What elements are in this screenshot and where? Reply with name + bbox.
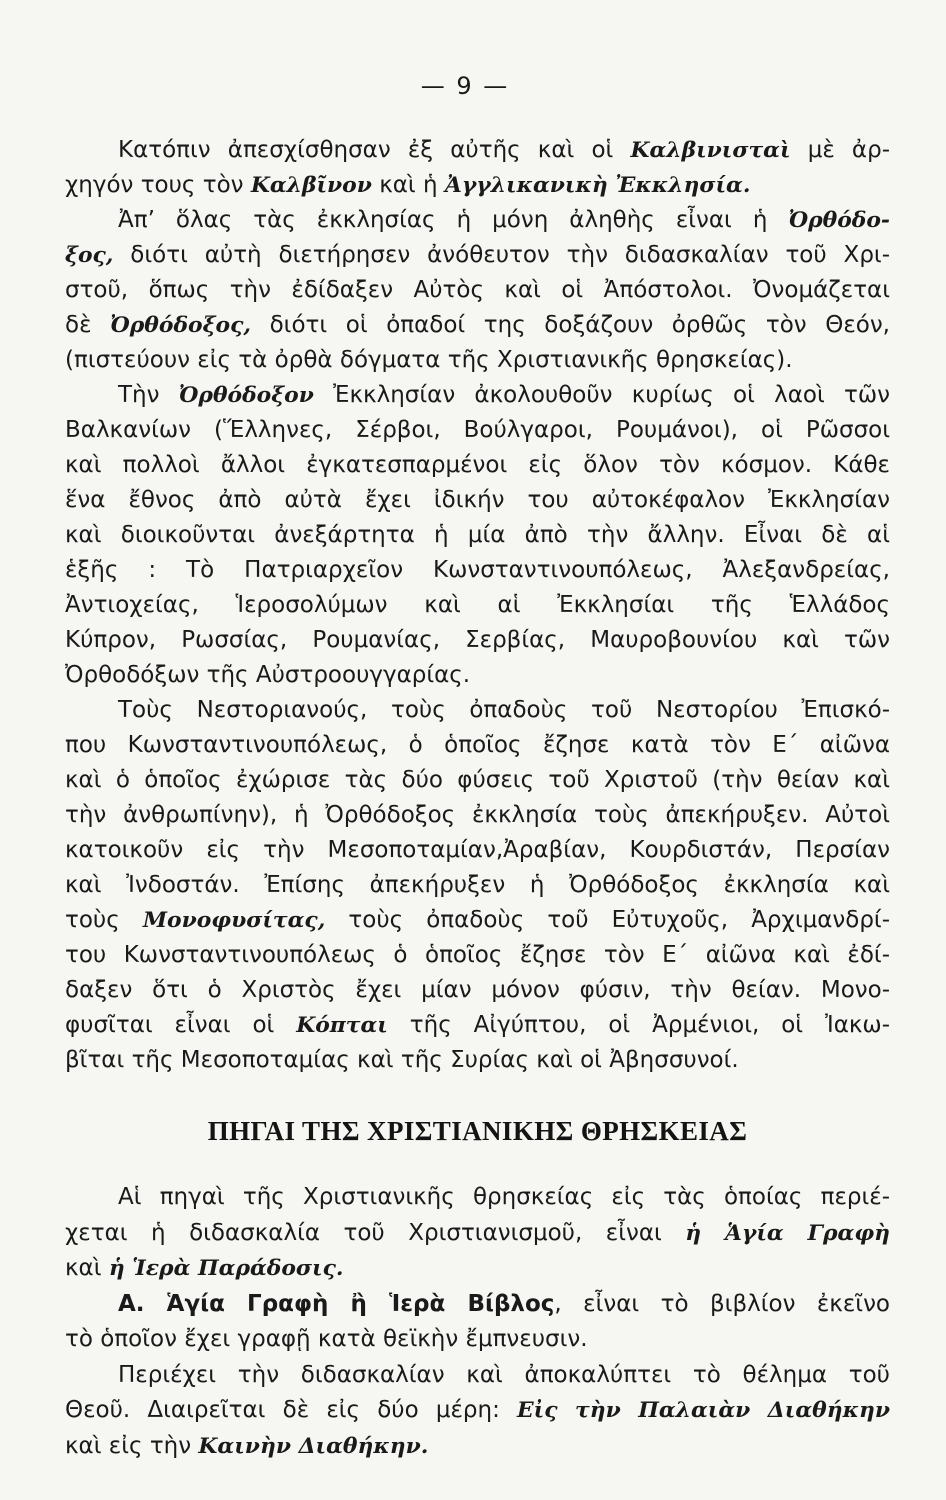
text-run: τῆς Αἰγύπτου, οἱ Ἀρμένιοι, οἱ Ἰακω- [387, 1012, 890, 1038]
section-heading: ΠΗΓΑΙ ΤΗΣ ΧΡΙΣΤΙΑΝΙΚΗΣ ΘΡΗΣΚΕΙΑΣ [207, 1116, 748, 1146]
text-line [65, 1358, 890, 1394]
text-run: καὶ ἡ [371, 172, 445, 198]
text-run: Τοὺς Νεστοριανούς, τοὺς ὀπαδοὺς τοῦ Νεστορίου Ἐπισκό- [118, 697, 890, 723]
paragraph [65, 1180, 890, 1287]
text-run: τοὺς ὀπαδοὺς τοῦ Εὐτυχοῦς, Ἀρχιμανδρί- [325, 907, 891, 933]
text-line [65, 1322, 890, 1358]
text-line [65, 1008, 890, 1043]
text-run: χεται ἡ διδασκαλία τοῦ Χριστιανισμοῦ, εἶναι [65, 1219, 686, 1246]
text-line [65, 273, 890, 308]
text-line [65, 658, 890, 693]
text-line [65, 833, 890, 868]
text-line [65, 903, 890, 938]
emphasized-text: Καλβῖνον [250, 172, 372, 198]
text-line [65, 1216, 890, 1252]
emphasized-text: Ὀρθόδοξος, [110, 312, 251, 338]
text-line [65, 728, 890, 763]
emphasized-text: ξος, [65, 242, 114, 268]
bold-text: Α. Ἁγία Γραφὴ ἢ Ἱερὰ Βίβλος [118, 1290, 555, 1317]
text-line [65, 133, 890, 168]
emphasized-text: Ἀγγλικανικὴ Ἐκκλησία. [444, 172, 751, 198]
text-line [65, 938, 890, 973]
paragraph [65, 203, 890, 378]
text-run: δὲ [65, 312, 111, 338]
text-run: καὶ πολλοὶ ἄλλοι ἐγκατεσπαρμένοι εἰς ὅλον τὸν κόσμον. Κάθε [65, 452, 890, 478]
text-line [65, 868, 890, 903]
text-line [65, 553, 890, 588]
text-run: ἕνα ἔθνος ἀπὸ αὐτὰ ἔχει ἰδικήν του αὐτοκέφαλον Ἐκκλησίαν [65, 487, 890, 513]
section-text [65, 1180, 890, 1464]
text-line [65, 623, 890, 658]
emphasized-text: Μονοφυσίτας, [142, 907, 326, 933]
emphasized-text: Κόπται [296, 1012, 388, 1038]
text-run: (πιστεύουν εἰς τὰ ὀρθὰ δόγματα τῆς Χριστιανικῆς θρησκείας). [65, 347, 793, 373]
emphasized-text: Καινὴν Διαθήκην. [198, 1432, 429, 1459]
paragraph [65, 133, 890, 203]
text-line [65, 1287, 890, 1323]
text-run: διότι οἱ ὀπαδοί της δοξάζουν ὀρθῶς τὸν Θεόν, [251, 312, 890, 338]
paragraph [65, 693, 890, 1078]
text-line [65, 763, 890, 798]
text-line [65, 168, 890, 203]
text-run: καὶ Ἰνδοστάν. Ἐπίσης ἀπεκήρυξεν ἡ Ὀρθόδοξος ἐκκλησία καὶ [65, 872, 890, 898]
text-run: διότι αὐτὴ διετήρησεν ἀνόθευτον τὴν διδασκαλίαν τοῦ Χρι- [113, 242, 890, 268]
emphasized-text: Εἰς τὴν Παλαιὰν Διαθήκην [517, 1397, 890, 1423]
text-run: του Κωνσταντινουπόλεως ὁ ὁποῖος ἔζησε τὸν Ε΄ αἰῶνα καὶ ἐδί- [65, 942, 890, 968]
text-run: τοὺς [65, 907, 143, 933]
text-run: καὶ διοικοῦνται ἀνεξάρτητα ἡ μία ἀπὸ τὴν ἄλλην. Εἶναι δὲ αἱ [65, 522, 890, 548]
text-line [65, 1180, 890, 1216]
text-line [65, 483, 890, 518]
text-run: , εἶναι τὸ βιβλίον ἐκεῖνο [554, 1290, 890, 1317]
page-number: — 9 — [420, 72, 510, 100]
text-run: χηγόν τους τὸν [65, 172, 251, 198]
text-run: φυσῖται εἶναι οἱ [65, 1012, 297, 1038]
text-line [65, 693, 890, 728]
text-run: Θεοῦ. Διαιρεῖται δὲ εἰς δύο μέρη: [65, 1397, 518, 1423]
text-run: καὶ εἰς τὴν [65, 1432, 199, 1459]
text-run: Βαλκανίων (Ἕλληνες, Σέρβοι, Βούλγαροι, Ρουμάνοι), οἱ Ρῶσσοι [65, 417, 890, 443]
text-line [65, 1251, 890, 1287]
text-run: Ἐκκλησίαν ἀκολουθοῦν κυρίως οἱ λαοὶ τῶν [313, 382, 891, 408]
text-line [65, 203, 890, 238]
text-run: καὶ [65, 1255, 109, 1281]
text-run: Περιέχει τὴν διδασκαλίαν καὶ ἀποκαλύπτει τὸ θέλημα τοῦ [118, 1361, 890, 1388]
emphasized-text: Καλβινισταὶ [630, 137, 791, 163]
text-run: καὶ ὁ ὁποῖος ἐχώρισε τὰς δύο φύσεις τοῦ Χριστοῦ (τὴν θείαν καὶ [65, 767, 890, 793]
text-line [65, 413, 890, 448]
text-run: Ἀπ’ ὅλας τὰς ἐκκλησίας ἡ μόνη ἀληθὴς εἶναι ἡ [118, 207, 789, 233]
text-line [65, 518, 890, 553]
text-run: που Κωνσταντινουπόλεως, ὁ ὁποῖος ἔζησε κατὰ τὸν Ε΄ αἰῶνα [65, 732, 890, 758]
text-run: μὲ ἀρ- [790, 137, 890, 163]
text-line [65, 343, 890, 378]
text-line [65, 1043, 890, 1078]
text-line [65, 973, 890, 1008]
body-text [65, 133, 890, 1078]
text-run: τὸ ὁποῖον ἔχει γραφῇ κατὰ θεϊκὴν ἔμπνευσιν. [65, 1326, 588, 1352]
text-run: Ἀντιοχείας, Ἱεροσολύμων καὶ αἱ Ἐκκλησίαι τῆς Ἑλλάδος [65, 592, 890, 618]
text-run: Κατόπιν ἀπεσχίσθησαν ἐξ αὐτῆς καὶ οἱ [118, 137, 631, 163]
emphasized-text: Ὀρθόδοξον [178, 382, 314, 408]
section [65, 1113, 890, 1464]
emphasized-text: ἡ Ἱερὰ Παράδοσις. [108, 1255, 344, 1281]
text-run: Κύπρον, Ρωσσίας, Ρουμανίας, Σερβίας, Μαυροβουνίου καὶ τῶν [65, 627, 890, 653]
paragraph [65, 378, 890, 693]
paragraph [65, 1287, 890, 1358]
text-line [65, 448, 890, 483]
text-line [65, 1393, 890, 1429]
text-run: στοῦ, ὅπως τὴν ἐδίδαξεν Αὐτὸς καὶ οἱ Ἀπόστολοι. Ὀνομάζεται [65, 277, 890, 303]
text-run: βῖται τῆς Μεσοποταμίας καὶ τῆς Συρίας καὶ οἱ Ἀβησσυνοί. [65, 1047, 739, 1073]
text-line [65, 308, 890, 343]
emphasized-text: Ὀρθόδο- [788, 207, 890, 233]
text-line [65, 378, 890, 413]
text-line [65, 1429, 890, 1465]
text-line [65, 588, 890, 623]
text-run: τὴν ἀνθρωπίνην), ἡ Ὀρθόδοξος ἐκκλησία τοὺς ἀπεκήρυξεν. Αὐτοὶ [65, 802, 890, 828]
text-run: δαξεν ὅτι ὁ Χριστὸς ἔχει μίαν μόνον φύσιν, τὴν θείαν. Μονο- [65, 977, 890, 1003]
text-line [65, 238, 890, 273]
emphasized-text: ἡ Ἁγία Γραφὴ [685, 1219, 890, 1246]
text-run: ἑξῆς : Τὸ Πατριαρχεῖον Κωνσταντινουπόλεως, Ἀλεξανδρείας, [65, 557, 890, 583]
text-run: Αἱ πηγαὶ τῆς Χριστιανικῆς θρησκείας εἰς τὰς ὁποίας περιέ- [118, 1184, 890, 1210]
text-line [65, 798, 890, 833]
text-run: Ὀρθοδόξων τῆς Αὐστροουγγαρίας. [65, 662, 471, 688]
paragraph [65, 1358, 890, 1465]
text-run: Τὴν [118, 382, 179, 408]
text-run: κατοικοῦν εἰς τὴν Μεσοποταμίαν,Ἀραβίαν, Κουρδιστάν, Περσίαν [65, 837, 890, 863]
